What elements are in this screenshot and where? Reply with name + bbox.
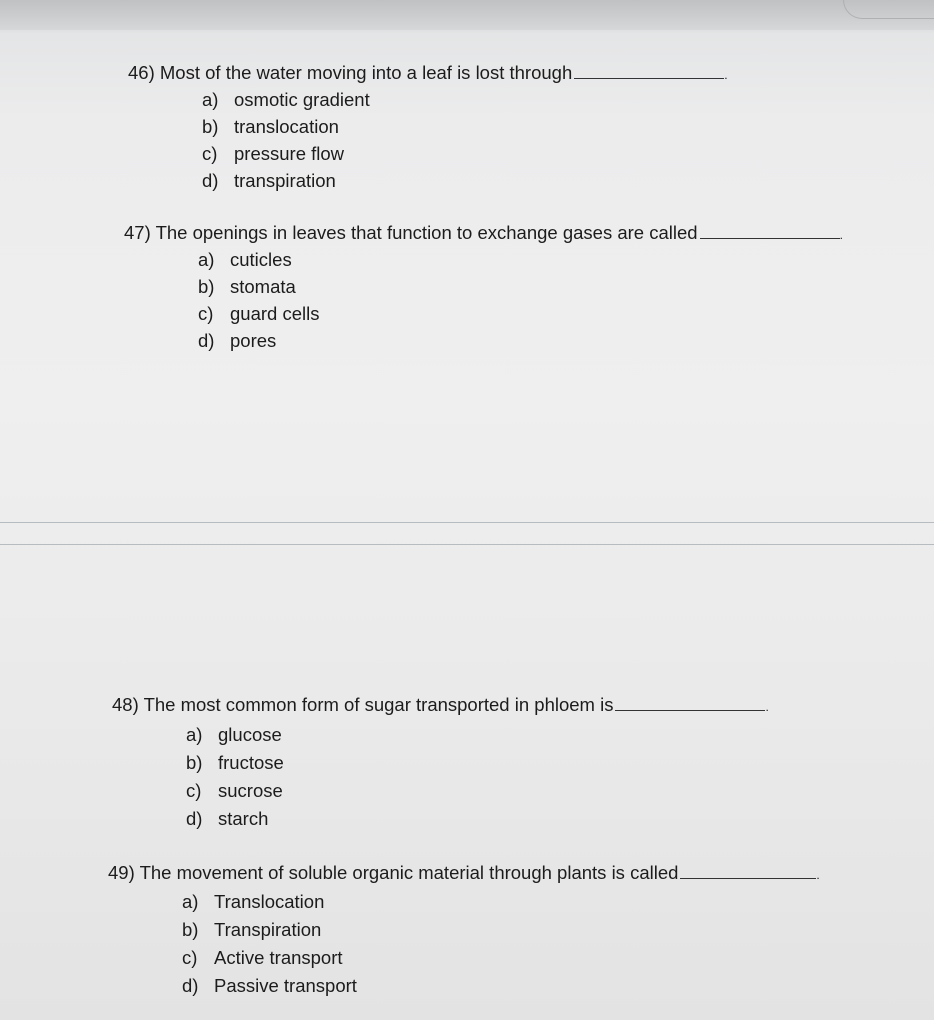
question-text: The most common form of sugar transported in phloem is [143, 694, 614, 715]
option-letter: b) [198, 276, 215, 297]
option-letter: c) [202, 143, 218, 164]
option-b[interactable] [198, 273, 843, 300]
option-letter: b) [202, 116, 219, 137]
option-c[interactable] [202, 140, 728, 167]
question-text: The movement of soluble organic material through plants is called [139, 862, 679, 883]
option-text: transpiration [234, 170, 336, 191]
option-b[interactable] [202, 113, 728, 140]
question-stem [124, 222, 843, 246]
option-letter: a) [186, 724, 203, 745]
option-a[interactable] [202, 86, 728, 113]
question-48 [112, 694, 769, 833]
option-d[interactable] [182, 972, 820, 1000]
option-text: translocation [234, 116, 339, 137]
question-49 [108, 862, 820, 1000]
question-number: 47) [124, 222, 151, 243]
option-a[interactable] [198, 246, 843, 273]
option-text: Transpiration [214, 919, 322, 940]
page-divider-line [0, 522, 934, 523]
question-text: Most of the water moving into a leaf is lost through [159, 62, 573, 83]
question-46 [128, 62, 728, 194]
option-d[interactable] [186, 805, 769, 833]
options-list [182, 888, 820, 1000]
option-d[interactable] [202, 167, 728, 194]
page-divider-line [0, 544, 934, 545]
question-period: . [839, 228, 843, 242]
answer-blank [574, 64, 724, 79]
question-number: 49) [108, 862, 135, 883]
option-c[interactable] [198, 300, 843, 327]
option-letter: b) [186, 752, 203, 773]
option-text: pores [230, 330, 277, 351]
option-a[interactable] [186, 721, 769, 749]
option-text: Active transport [214, 947, 343, 968]
option-text: starch [218, 808, 269, 829]
options-list [202, 86, 728, 194]
option-b[interactable] [186, 749, 769, 777]
question-47 [124, 222, 843, 354]
option-text: sucrose [218, 780, 283, 801]
option-letter: a) [182, 891, 199, 912]
photo-top-edge [0, 0, 934, 30]
answer-blank [700, 224, 840, 239]
option-text: cuticles [230, 249, 292, 270]
question-number: 46) [128, 62, 155, 83]
question-stem [108, 862, 820, 886]
question-number: 48) [112, 694, 139, 715]
option-letter: d) [186, 808, 203, 829]
option-text: glucose [218, 724, 282, 745]
options-list [198, 246, 843, 354]
option-letter: c) [198, 303, 214, 324]
option-letter: a) [198, 249, 215, 270]
option-letter: c) [182, 947, 198, 968]
question-stem [112, 694, 769, 718]
answer-blank [680, 864, 816, 879]
option-text: fructose [218, 752, 284, 773]
option-text: osmotic gradient [234, 89, 370, 110]
question-text: The openings in leaves that function to exchange gases are called [155, 222, 698, 243]
question-stem [128, 62, 728, 86]
option-letter: a) [202, 89, 219, 110]
option-letter: c) [186, 780, 202, 801]
question-period: . [816, 868, 820, 882]
question-period: . [724, 68, 728, 82]
option-letter: d) [182, 975, 199, 996]
option-text: pressure flow [234, 143, 345, 164]
question-period: . [765, 700, 769, 714]
option-b[interactable] [182, 916, 820, 944]
option-letter: b) [182, 919, 199, 940]
option-a[interactable] [182, 888, 820, 916]
page-corner-shadow [843, 0, 934, 19]
option-d[interactable] [198, 327, 843, 354]
option-c[interactable] [186, 777, 769, 805]
option-text: guard cells [230, 303, 320, 324]
option-letter: d) [202, 170, 219, 191]
option-text: Passive transport [214, 975, 357, 996]
options-list [186, 721, 769, 833]
option-text: stomata [230, 276, 296, 297]
answer-blank [615, 696, 765, 711]
option-c[interactable] [182, 944, 820, 972]
option-letter: d) [198, 330, 215, 351]
option-text: Translocation [214, 891, 325, 912]
